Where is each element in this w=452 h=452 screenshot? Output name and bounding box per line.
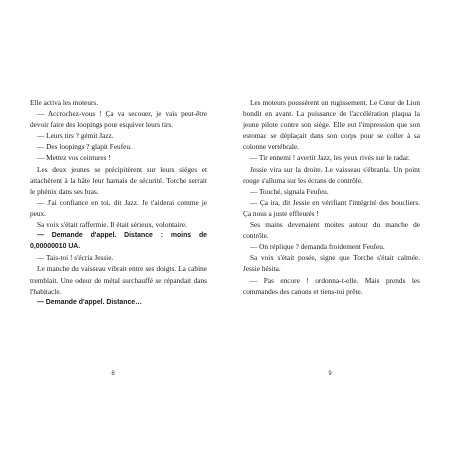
paragraph: — On réplique ? demanda froidement Feufeu.: [250, 242, 385, 252]
paragraph: Elle activa les moteurs.: [30, 98, 99, 107]
paragraph: — Demande d'appel. Distance…: [37, 298, 143, 306]
paragraph: — Ça ira, dit Jessie en vérifiant l'intégrité des boucliers. Ça nous a juste effleurés !: [243, 197, 420, 218]
paragraph: Les moteurs poussèrent un rugissement. Le Cœur de Lion bondit en avant. La puissance de l'accélération plaqua la jeune pilote contre son siège. Elle eut l'impression que son estomac se déplaçait dans son corps pour se coller à sa colonne vertébrale.: [243, 98, 420, 152]
paragraph: — J'ai confiance en toi, dit Jazz. Je t'aiderai comme je peux.: [30, 197, 207, 218]
paragraph: — Accrochez-vous ! Ça va secouer, je vais peut-être devoir faire des loopings pour esquiver leurs tirs.: [30, 109, 207, 130]
page-number-left: 8: [111, 371, 115, 377]
paragraph: — Leurs tirs ? gémit Jazz.: [37, 131, 114, 141]
paragraph: Ses mains devenaient moites autour du manche de contrôle.: [243, 220, 420, 241]
paragraph: Le manche du vaisseau vibrait entre ses doigts. La cabine tremblait. Une odeur de métal surchauffé se répandait dans l'habitacle.: [30, 264, 207, 296]
left-page: [30, 97, 207, 308]
paragraph: Sa voix s'était posée, signe que Torche s'était calmée. Jessie hésita.: [243, 253, 420, 274]
paragraph: Les deux jeunes se précipitèrent sur leurs sièges et attachèrent à la hâte leur harnais de sécurité. Torche serrait le phénix dans ses bras.: [30, 164, 207, 196]
paragraph: — Demande d'appel. Distance : moins de 0,00000010 UA.: [30, 232, 207, 251]
paragraph: — Touché, signala Feufeu.: [250, 186, 329, 196]
page-number-right: 9: [328, 371, 332, 377]
paragraph: — Mettez vos ceintures !: [37, 153, 111, 163]
paragraph: Jessie vira sur la droite. Le vaisseau s'ébranla. Un point rouge s'alluma sur les écrans de contrôle.: [243, 164, 420, 185]
paragraph: — Des loopings ? glapit Feufeu.: [37, 142, 132, 152]
paragraph: Sa voix s'était raffermie. Il était sérieux, volontaire.: [37, 220, 187, 230]
paragraph: — Tais-toi ! s'écria Jessie.: [37, 253, 114, 263]
paragraph: — Tir ennemi ! avertit Jazz, les yeux rivés sur le radar.: [250, 153, 410, 163]
right-page: [243, 97, 420, 297]
paragraph: — Pas encore ! ordonna-t-elle. Mais prends les commandes des canons et tiens-toi prête.: [243, 275, 420, 296]
